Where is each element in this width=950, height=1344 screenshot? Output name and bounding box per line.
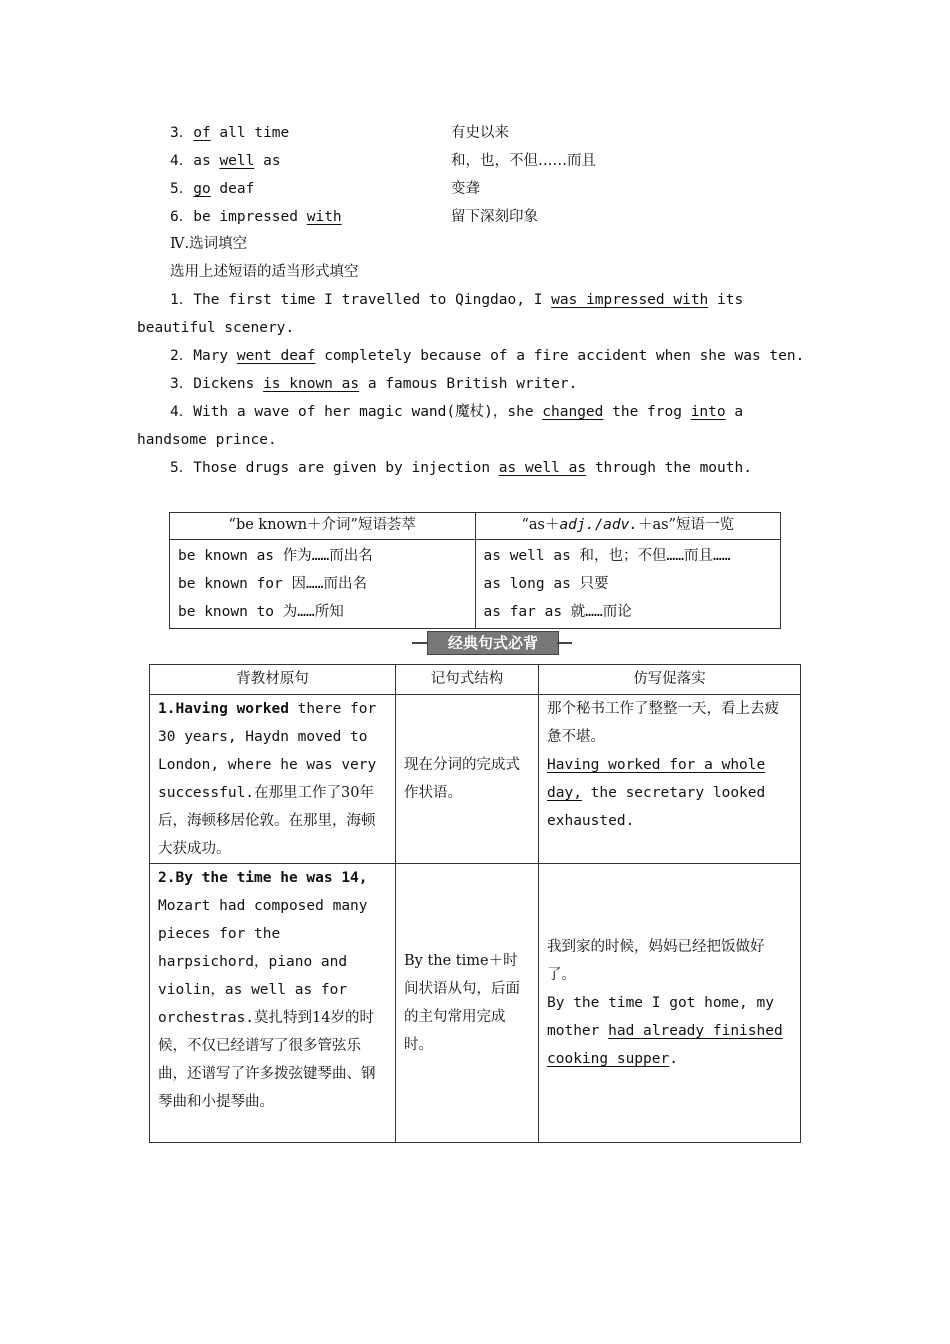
table-header: 背教材原句 — [150, 665, 396, 695]
table-cell: 现在分词的完成式作状语。 — [396, 695, 539, 864]
phrase-meaning: 变聋 — [451, 181, 480, 197]
table-header: “as＋adj./adv.＋as”短语一览 — [475, 513, 781, 540]
table-header: 记句式结构 — [396, 665, 539, 695]
answer-blank: went deaf — [236, 348, 316, 364]
answer-blank: of — [193, 125, 211, 141]
phrase-summary-table — [169, 512, 781, 629]
exercise-item-2: 2．Mary went deaf completely because of a fire accident when she was ten. — [170, 348, 805, 364]
answer-blank: had already finished cooking supper — [547, 1023, 783, 1067]
table-cell: be known as 作为……而出名 be known for 因……而出名 be known to 为……所知 — [170, 540, 476, 629]
exercise-item-3: 3．Dickens is known as a famous British writer. — [170, 376, 578, 392]
table-cell: 那个秘书工作了整整一天，看上去疲惫不堪。 Having worked for a whole day, the secretary looked exhausted. — [539, 695, 801, 864]
table-cell: as well as 和，也；不但……而且…… as long as 只要 as far as 就……而论 — [475, 540, 781, 629]
table-header: “be known＋介词”短语荟萃 — [170, 513, 476, 540]
phrase-6: 6．be impressed with — [170, 209, 342, 225]
answer-blank: into — [690, 404, 726, 420]
phrase-num: 3． — [170, 125, 194, 141]
phrase-3: 3．of all time — [170, 125, 290, 141]
table-cell: 1.Having worked there for 30 years, Haydn moved to London, where he was very successful.在那里工作了30年后，海顿移居伦敦。在那里，海顿大获成功。 — [150, 695, 396, 864]
table-cell: 我到家的时候，妈妈已经把饭做好了。 By the time I got home, my mother had already finished cooking supper. — [539, 864, 801, 1143]
table-cell: 2.By the time he was 14, Mozart had composed many pieces for the harpsichord，piano and violin，as well as for orchestras.莫扎特到14岁的时候，不仅已经谱写了很多管弦乐曲，还谱写了许多拨弦键琴曲、钢琴曲和小提琴曲。 — [150, 864, 396, 1143]
banner-rule-right — [557, 642, 572, 644]
answer-blank: well — [219, 153, 255, 169]
exercise-item-4: 4．With a wave of her magic wand(魔杖)，she changed the frog into a handsome prince. — [137, 404, 744, 448]
phrase-4: 4．as well as — [170, 153, 281, 169]
exercise-item-5: 5．Those drugs are given by injection as well as through the mouth. — [170, 460, 752, 476]
answer-blank: was impressed with — [551, 292, 709, 308]
answer-blank: as well as — [498, 460, 587, 476]
sentence-pattern-table — [149, 664, 801, 1143]
banner-rule-left — [412, 642, 427, 644]
section-banner — [412, 630, 572, 656]
answer-blank: is known as — [263, 376, 360, 392]
phrase-meaning: 和，也，不但……而且 — [451, 153, 596, 169]
answer-blank: changed — [542, 404, 604, 420]
answer-blank: Having worked for a whole day, — [547, 757, 766, 801]
phrase-meaning: 有史以来 — [451, 125, 509, 141]
section-heading: Ⅳ.选词填空 — [170, 236, 248, 252]
table-header: 仿写促落实 — [539, 665, 801, 695]
answer-blank: with — [306, 209, 342, 225]
banner-title: 经典句式必背 — [427, 631, 559, 655]
exercise-item-1: 1．The first time I travelled to Qingdao, I was impressed with its beautiful scenery. — [137, 292, 744, 336]
section-instruction: 选用上述短语的适当形式填空 — [170, 264, 359, 280]
phrase-meaning: 留下深刻印象 — [451, 209, 538, 225]
table-cell: By the time＋时间状语从句，后面的主句常用完成时。 — [396, 864, 539, 1143]
phrase-5: 5．go deaf — [170, 181, 255, 197]
answer-blank: go — [193, 181, 211, 197]
